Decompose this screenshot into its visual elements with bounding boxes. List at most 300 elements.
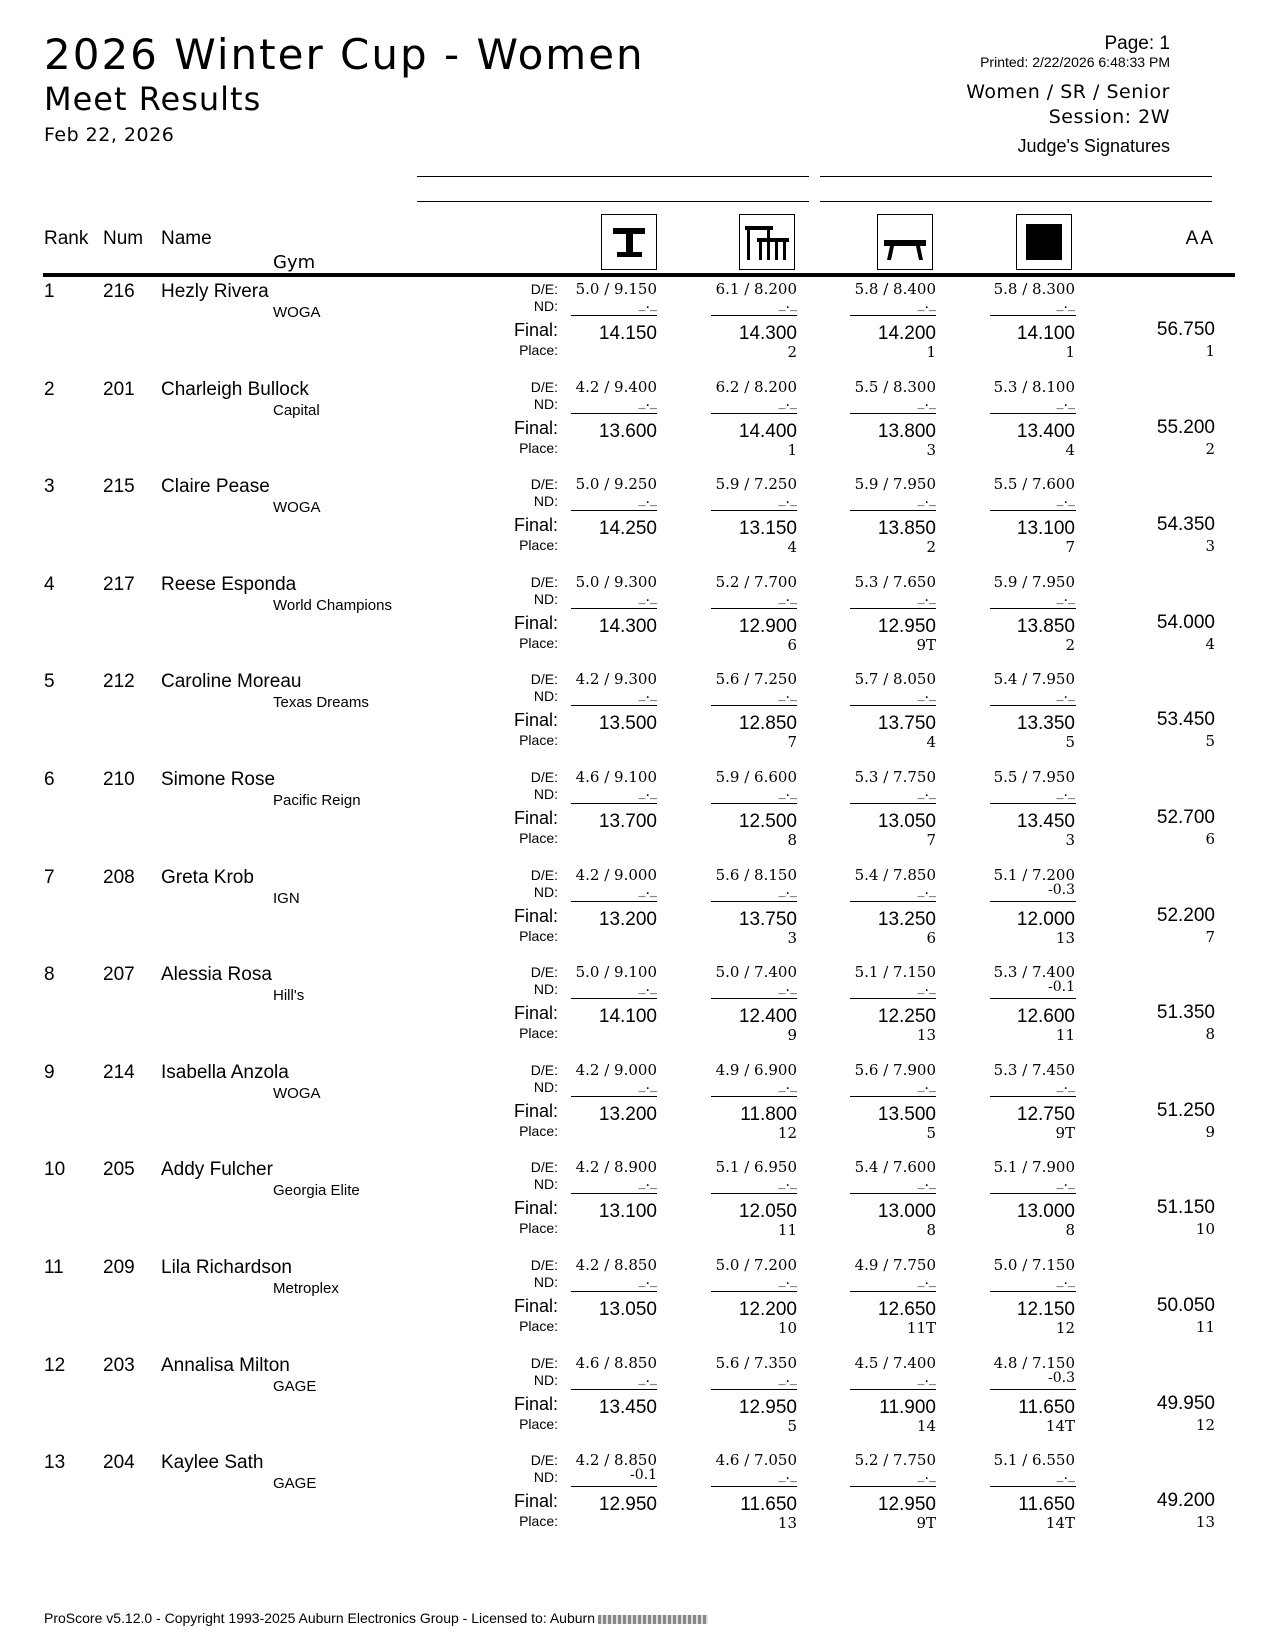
event-neutral-deduction: _._	[638, 296, 657, 312]
event-final-score: 13.500	[877, 1103, 936, 1125]
de-label: D/E:	[530, 573, 558, 590]
event-de-score: 5.5 / 8.300	[854, 377, 936, 396]
name-header: Name	[161, 228, 212, 249]
event-neutral-deduction: _._	[917, 393, 936, 410]
event-neutral-deduction: _._	[1056, 784, 1075, 800]
athlete-number: 217	[103, 573, 135, 595]
event-final-score: 13.150	[738, 518, 797, 540]
score-underline	[990, 1193, 1076, 1194]
all-around-score: 55.200	[1156, 416, 1215, 438]
all-around-place: 3	[1205, 537, 1215, 556]
all-around-score: 54.350	[1156, 514, 1215, 536]
nd-label: ND:	[533, 786, 558, 802]
athlete-rank: 6	[44, 769, 55, 790]
event-de-score: 4.2 / 9.300	[575, 670, 657, 689]
event-neutral-deduction: _._	[917, 1076, 936, 1093]
athlete-gym: WOGA	[273, 304, 321, 321]
event-final-score: 13.400	[1016, 420, 1075, 442]
nd-label: ND:	[533, 1371, 558, 1388]
event-de-score: 4.2 / 8.850	[575, 1256, 657, 1274]
event-place: 7	[926, 831, 936, 849]
event-neutral-deduction: _._	[638, 588, 657, 605]
aa-header: AA	[1185, 228, 1215, 249]
event-de-score: 5.0 / 9.150	[575, 280, 657, 298]
final-label: Final:	[513, 612, 558, 633]
event-final-score: 14.300	[738, 323, 797, 344]
athlete-gym: IGN	[273, 889, 300, 907]
place-label: Place:	[519, 1513, 558, 1530]
event-place: 3	[926, 440, 936, 459]
gym-header: Gym	[273, 252, 316, 273]
event-final-score: 13.750	[877, 713, 936, 735]
event-de-score: 5.4 / 7.950	[993, 670, 1075, 689]
event-neutral-deduction: _._	[638, 686, 657, 703]
athlete-gym: Texas Dreams	[273, 694, 369, 712]
final-label: Final:	[513, 905, 558, 926]
score-underline	[850, 315, 936, 316]
score-underline	[990, 510, 1076, 511]
athlete-gym: Capital	[273, 401, 320, 419]
place-label: Place:	[519, 439, 558, 456]
event-final-score: 11.900	[879, 1396, 936, 1418]
all-around-score: 54.000	[1156, 611, 1215, 633]
nd-label: ND:	[533, 1176, 558, 1193]
score-underline	[850, 901, 936, 902]
all-around-place: 6	[1205, 830, 1215, 848]
event-neutral-deduction: _._	[917, 1467, 936, 1484]
event-de-score: 4.8 / 7.150	[993, 1353, 1075, 1372]
athlete-rank: 12	[44, 1354, 66, 1376]
event-final-score: 12.600	[1016, 1006, 1075, 1028]
score-underline	[711, 1291, 797, 1292]
event-final-score: 12.950	[738, 1396, 797, 1418]
final-label: Final:	[513, 1393, 558, 1414]
event-final-score: 13.050	[598, 1299, 657, 1320]
all-around-score: 56.750	[1156, 319, 1215, 340]
final-label: Final:	[513, 1100, 558, 1121]
de-label: D/E:	[530, 281, 558, 297]
final-label: Final:	[513, 417, 558, 438]
place-label: Place:	[519, 1415, 558, 1432]
all-around-score: 52.700	[1156, 807, 1215, 828]
score-underline	[990, 315, 1076, 316]
event-neutral-deduction: _._	[917, 784, 936, 800]
event-final-score: 14.200	[877, 323, 936, 344]
event-neutral-deduction: -0.3	[1048, 1369, 1075, 1386]
score-underline	[571, 1291, 657, 1292]
event-neutral-deduction: _._	[917, 881, 936, 898]
all-around-place: 13	[1195, 1513, 1215, 1532]
event-neutral-deduction: _._	[1056, 588, 1075, 605]
event-neutral-deduction: _._	[917, 1369, 936, 1386]
athlete-name: Hezly Rivera	[161, 281, 269, 302]
event-final-score: 13.800	[877, 420, 936, 442]
event-final-score: 13.850	[1016, 615, 1075, 637]
de-label: D/E:	[530, 378, 558, 395]
score-underline	[850, 705, 936, 706]
event-de-score: 6.2 / 8.200	[715, 377, 797, 396]
event-place: 3	[787, 928, 797, 947]
de-label: D/E:	[530, 769, 558, 785]
event-place: 4	[926, 733, 936, 752]
all-around-score: 49.200	[1156, 1490, 1215, 1512]
nd-label: ND:	[533, 298, 558, 314]
score-underline	[711, 901, 797, 902]
event-place: 1	[1065, 343, 1075, 361]
nd-label: ND:	[533, 1274, 558, 1290]
athlete-rank: 11	[44, 1257, 64, 1278]
athlete-name: Kaylee Sath	[161, 1452, 264, 1474]
event-neutral-deduction: _._	[778, 1076, 797, 1093]
all-around-score: 50.050	[1156, 1295, 1215, 1316]
signature-line	[820, 176, 1212, 177]
all-around-score: 52.200	[1156, 904, 1215, 926]
de-label: D/E:	[530, 1452, 558, 1469]
event-final-score: 13.600	[598, 420, 657, 442]
event-de-score: 5.1 / 7.150	[854, 963, 936, 982]
header-divider	[43, 273, 1235, 277]
athlete-rank: 10	[44, 1159, 66, 1181]
place-label: Place:	[519, 537, 558, 554]
event-place: 13	[777, 1514, 797, 1533]
signature-line	[417, 176, 809, 177]
event-place: 3	[1065, 831, 1075, 849]
event-final-score: 12.900	[738, 615, 797, 637]
event-neutral-deduction: _._	[1056, 1174, 1075, 1191]
score-underline	[990, 901, 1076, 902]
de-label: D/E:	[530, 866, 558, 883]
place-label: Place:	[519, 1025, 558, 1042]
event-de-score: 4.2 / 9.400	[575, 377, 657, 396]
all-around-place: 12	[1195, 1415, 1215, 1434]
event-place: 11T	[906, 1319, 936, 1337]
place-label: Place:	[519, 634, 558, 651]
place-label: Place:	[519, 342, 558, 358]
all-around-place: 4	[1205, 634, 1215, 653]
floor-exercise-icon	[1016, 214, 1072, 270]
athlete-gym: WOGA	[273, 1084, 321, 1102]
all-around-place: 11	[1195, 1318, 1215, 1336]
score-underline	[711, 510, 797, 511]
athlete-rank: 9	[44, 1061, 55, 1083]
score-underline	[571, 901, 657, 902]
score-underline	[850, 1193, 936, 1194]
athlete-number: 210	[103, 769, 135, 790]
nd-label: ND:	[533, 1078, 558, 1095]
event-de-score: 5.9 / 7.950	[993, 572, 1075, 591]
event-final-score: 13.700	[598, 811, 657, 832]
event-neutral-deduction: _._	[917, 296, 936, 312]
nd-label: ND:	[533, 395, 558, 412]
final-label: Final:	[513, 710, 558, 731]
athlete-name: Annalisa Milton	[161, 1354, 290, 1376]
score-underline	[571, 510, 657, 511]
event-neutral-deduction: _._	[1056, 1272, 1075, 1288]
event-de-score: 5.9 / 7.250	[715, 475, 797, 494]
event-place: 6	[787, 635, 797, 654]
event-neutral-deduction: -0.1	[1048, 979, 1075, 996]
event-neutral-deduction: _._	[778, 393, 797, 410]
score-underline	[850, 413, 936, 414]
athlete-number: 207	[103, 964, 135, 986]
event-final-score: 13.100	[598, 1201, 657, 1223]
athlete-gym: GAGE	[273, 1377, 317, 1395]
athlete-gym: Metroplex	[273, 1280, 339, 1297]
event-neutral-deduction: _._	[778, 1467, 797, 1484]
event-de-score: 5.0 / 9.250	[575, 475, 657, 494]
event-final-score: 11.650	[1018, 1494, 1075, 1516]
score-underline	[850, 608, 936, 609]
nd-label: ND:	[533, 981, 558, 998]
score-underline	[571, 998, 657, 999]
athlete-gym: Georgia Elite	[273, 1182, 360, 1200]
event-place: 5	[1065, 733, 1075, 752]
athlete-number: 201	[103, 378, 135, 400]
score-underline	[850, 998, 936, 999]
event-final-score: 11.800	[740, 1103, 797, 1125]
event-neutral-deduction: _._	[917, 491, 936, 508]
all-around-place: 7	[1205, 927, 1215, 946]
event-final-score: 12.850	[738, 713, 797, 735]
athlete-name: Reese Esponda	[161, 573, 297, 595]
event-final-score: 12.500	[738, 811, 797, 832]
event-place: 14T	[1045, 1514, 1075, 1533]
event-neutral-deduction: _._	[638, 881, 657, 898]
athlete-rank: 3	[44, 476, 55, 498]
athlete-name: Addy Fulcher	[161, 1159, 273, 1181]
final-label: Final:	[513, 1003, 558, 1024]
all-around-score: 53.450	[1156, 709, 1215, 731]
athlete-name: Alessia Rosa	[161, 964, 272, 986]
athlete-rank: 5	[44, 671, 55, 693]
footer-copyright	[44, 1610, 708, 1626]
score-underline	[711, 998, 797, 999]
score-underline	[571, 1193, 657, 1194]
event-final-score: 12.950	[877, 615, 936, 637]
de-label: D/E:	[530, 671, 558, 688]
de-label: D/E:	[530, 1061, 558, 1078]
athlete-rank: 8	[44, 964, 55, 986]
de-label: D/E:	[530, 476, 558, 493]
event-neutral-deduction: _._	[917, 588, 936, 605]
printed-timestamp: Printed: 2/22/2026 6:48:33 PM	[980, 54, 1170, 70]
event-neutral-deduction: _._	[778, 881, 797, 898]
event-neutral-deduction: _._	[1056, 491, 1075, 508]
event-final-score: 12.050	[738, 1201, 797, 1223]
event-neutral-deduction: -0.3	[1048, 881, 1075, 898]
score-underline	[990, 1389, 1076, 1390]
event-de-score: 5.5 / 7.600	[993, 475, 1075, 494]
event-final-score: 13.000	[1016, 1201, 1075, 1223]
score-underline	[711, 315, 797, 316]
athlete-rank: 7	[44, 866, 55, 888]
athlete-name: Charleigh Bullock	[161, 378, 309, 400]
balance-beam-icon	[877, 214, 933, 270]
event-place: 13	[1055, 928, 1075, 947]
event-final-score: 12.000	[1016, 908, 1075, 930]
nd-label: ND:	[533, 688, 558, 705]
event-final-score: 11.650	[1018, 1396, 1075, 1418]
event-de-score: 5.3 / 7.650	[854, 572, 936, 591]
event-de-score: 4.9 / 6.900	[715, 1060, 797, 1079]
event-final-score: 14.400	[738, 420, 797, 442]
place-label: Place:	[519, 1122, 558, 1139]
place-label: Place:	[519, 830, 558, 846]
event-de-score: 6.1 / 8.200	[715, 280, 797, 298]
uneven-bars-icon	[739, 214, 795, 270]
event-place: 8	[787, 831, 797, 849]
all-around-score: 51.150	[1156, 1197, 1215, 1219]
event-final-score: 13.000	[877, 1201, 936, 1223]
athlete-rank: 1	[44, 281, 55, 302]
event-place: 9T	[916, 635, 936, 654]
athlete-gym: Hill's	[273, 987, 305, 1005]
event-final-score: 14.100	[1016, 323, 1075, 344]
vault-icon	[601, 214, 657, 270]
event-de-score: 5.0 / 7.200	[715, 1256, 797, 1274]
event-place: 9T	[916, 1514, 936, 1533]
all-around-place: 9	[1205, 1122, 1215, 1141]
event-final-score: 12.950	[598, 1494, 657, 1516]
event-neutral-deduction: _._	[778, 1272, 797, 1288]
event-final-score: 13.850	[877, 518, 936, 540]
all-around-place: 1	[1205, 342, 1215, 360]
signature-line	[417, 201, 809, 202]
athlete-number: 205	[103, 1159, 135, 1181]
page-number: Page: 1	[1104, 33, 1170, 54]
event-de-score: 5.3 / 7.400	[993, 963, 1075, 982]
event-final-score: 12.150	[1016, 1299, 1075, 1320]
event-neutral-deduction: _._	[638, 1076, 657, 1093]
final-label: Final:	[513, 1491, 558, 1512]
event-place: 4	[1065, 440, 1075, 459]
event-neutral-deduction: _._	[638, 979, 657, 996]
rank-header: Rank	[44, 228, 89, 249]
place-label: Place:	[519, 1220, 558, 1237]
signature-line	[820, 201, 1212, 202]
session-division: Women / SR / Senior	[966, 81, 1170, 103]
event-neutral-deduction: _._	[778, 588, 797, 605]
event-de-score: 5.0 / 7.400	[715, 963, 797, 982]
score-underline	[990, 803, 1076, 804]
final-label: Final:	[513, 515, 558, 536]
event-de-score: 4.2 / 9.000	[575, 865, 657, 884]
event-final-score: 13.450	[1016, 811, 1075, 832]
athlete-rank: 2	[44, 378, 55, 400]
athlete-name: Simone Rose	[161, 769, 276, 790]
event-de-score: 4.6 / 9.100	[575, 768, 657, 786]
nd-label: ND:	[533, 493, 558, 510]
score-underline	[711, 803, 797, 804]
event-de-score: 5.1 / 7.200	[993, 865, 1075, 884]
event-place: 14	[916, 1416, 936, 1435]
event-neutral-deduction: _._	[1056, 1467, 1075, 1484]
event-de-score: 5.6 / 7.350	[715, 1353, 797, 1372]
event-neutral-deduction: _._	[1056, 296, 1075, 312]
score-underline	[990, 998, 1076, 999]
event-neutral-deduction: _._	[778, 979, 797, 996]
event-de-score: 5.4 / 7.600	[854, 1158, 936, 1177]
event-de-score: 5.2 / 7.750	[854, 1451, 936, 1470]
score-underline	[850, 1486, 936, 1487]
final-label: Final:	[513, 1296, 558, 1316]
event-final-score: 14.250	[598, 518, 657, 540]
event-neutral-deduction: _._	[638, 1272, 657, 1288]
event-place: 11	[777, 1221, 797, 1240]
event-de-score: 5.0 / 9.100	[575, 963, 657, 982]
event-neutral-deduction: _._	[917, 1272, 936, 1288]
score-underline	[850, 803, 936, 804]
event-neutral-deduction: _._	[778, 491, 797, 508]
session-id: Session: 2W	[1048, 106, 1170, 128]
event-place: 7	[787, 733, 797, 752]
all-around-score: 51.350	[1156, 1002, 1215, 1024]
event-neutral-deduction: _._	[638, 393, 657, 410]
final-label: Final:	[513, 808, 558, 828]
athlete-gym: World Champions	[273, 596, 392, 614]
event-final-score: 14.150	[598, 323, 657, 344]
event-final-score: 13.450	[598, 1396, 657, 1418]
event-de-score: 4.2 / 8.900	[575, 1158, 657, 1177]
event-de-score: 5.3 / 8.100	[993, 377, 1075, 396]
event-de-score: 5.9 / 7.950	[854, 475, 936, 494]
event-de-score: 5.7 / 8.050	[854, 670, 936, 689]
event-final-score: 12.950	[877, 1494, 936, 1516]
event-de-score: 5.9 / 6.600	[715, 768, 797, 786]
event-place: 7	[1065, 538, 1075, 557]
event-de-score: 4.2 / 8.850	[575, 1451, 657, 1470]
event-de-score: 5.0 / 9.300	[575, 572, 657, 591]
event-de-score: 5.3 / 7.450	[993, 1060, 1075, 1079]
footer-text: ProScore v5.12.0 - Copyright 1993-2025 Auburn Electronics Group - Licensed to: Auburn	[44, 1610, 595, 1626]
event-final-score: 14.300	[598, 615, 657, 637]
athlete-name: Greta Krob	[161, 866, 254, 888]
final-label: Final:	[513, 320, 558, 340]
score-underline	[850, 510, 936, 511]
event-neutral-deduction: _._	[778, 1369, 797, 1386]
event-place: 8	[1065, 1221, 1075, 1240]
event-neutral-deduction: _._	[778, 784, 797, 800]
final-label: Final:	[513, 1198, 558, 1219]
event-final-score: 12.250	[877, 1006, 936, 1028]
event-place: 6	[926, 928, 936, 947]
event-de-score: 5.0 / 7.150	[993, 1256, 1075, 1274]
score-underline	[571, 1389, 657, 1390]
event-place: 1	[926, 343, 936, 361]
place-label: Place:	[519, 927, 558, 944]
score-underline	[711, 608, 797, 609]
event-place: 14T	[1045, 1416, 1075, 1435]
athlete-name: Caroline Moreau	[161, 671, 302, 693]
event-de-score: 5.8 / 8.400	[854, 280, 936, 298]
event-final-score: 13.350	[1016, 713, 1075, 735]
score-underline	[571, 705, 657, 706]
score-underline	[850, 1291, 936, 1292]
event-de-score: 4.6 / 7.050	[715, 1451, 797, 1470]
report-subtitle: Meet Results	[44, 80, 262, 118]
event-neutral-deduction: _._	[778, 296, 797, 312]
event-neutral-deduction: _._	[638, 1174, 657, 1191]
event-place: 1	[787, 440, 797, 459]
event-neutral-deduction: _._	[917, 979, 936, 996]
event-neutral-deduction: _._	[778, 1174, 797, 1191]
event-neutral-deduction: _._	[638, 1369, 657, 1386]
event-de-score: 5.5 / 7.950	[993, 768, 1075, 786]
event-place: 2	[1065, 635, 1075, 654]
event-place: 2	[926, 538, 936, 557]
athlete-gym: WOGA	[273, 499, 321, 517]
athlete-number: 204	[103, 1452, 135, 1474]
